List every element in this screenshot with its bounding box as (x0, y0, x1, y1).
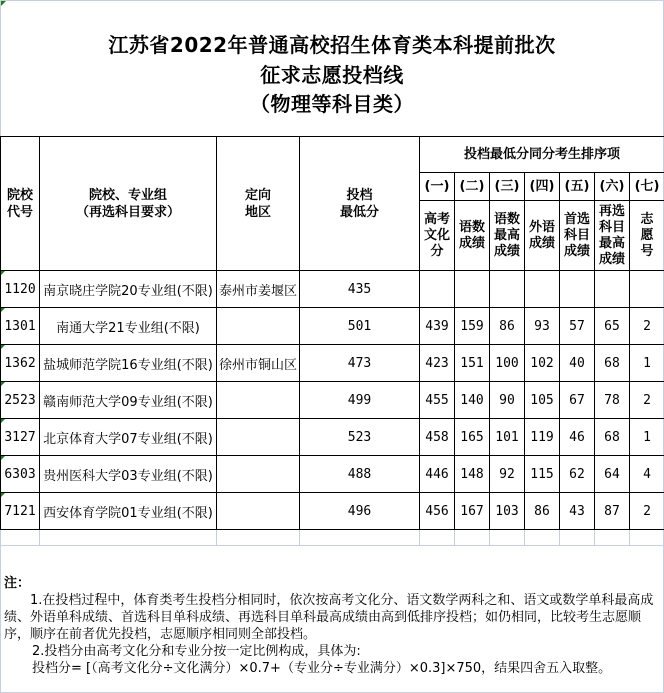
rank-1[interactable]: 455 (420, 382, 455, 419)
rank-6[interactable]: 68 (595, 419, 630, 456)
cell-marker-icon (1, 456, 5, 460)
header-rank-num-4: (四) (525, 173, 560, 201)
min-score[interactable]: 435 (300, 271, 420, 308)
table-row (1, 382, 664, 419)
header-rank-chinese-math-max: 语数 最高 成绩 (490, 201, 525, 271)
rank-3[interactable]: 101 (490, 419, 525, 456)
rank-6[interactable]: 87 (595, 493, 630, 530)
rank-4[interactable]: 86 (525, 493, 560, 530)
rank-2[interactable]: 140 (455, 382, 490, 419)
min-score[interactable]: 499 (300, 382, 420, 419)
table-row (1, 419, 664, 456)
header-rank-num-7: (七) (630, 173, 664, 201)
cell-marker-icon (1, 345, 5, 349)
rank-6[interactable]: 65 (595, 308, 630, 345)
rank-6[interactable]: 68 (595, 345, 630, 382)
notes-label: 注： (4, 576, 31, 591)
rank-1[interactable]: 439 (420, 308, 455, 345)
empty-cell[interactable] (490, 530, 525, 546)
empty-cell[interactable] (455, 530, 490, 546)
rank-1[interactable] (420, 271, 455, 308)
empty-cell[interactable] (595, 530, 630, 546)
rank-7[interactable]: 2 (630, 493, 664, 530)
rank-2[interactable]: 165 (455, 419, 490, 456)
rank-7[interactable]: 2 (630, 308, 664, 345)
header-name: 院校、专业组 （再选科目要求） (40, 137, 217, 271)
school-group[interactable]: 北京体育大学07专业组(不限) (40, 419, 217, 456)
school-code[interactable]: 1362 (1, 345, 40, 382)
school-group[interactable]: 盐城师范学院16专业组(不限) (40, 345, 217, 382)
school-group[interactable]: 贵州医科大学03专业组(不限) (40, 456, 217, 493)
rank-5[interactable]: 67 (560, 382, 595, 419)
rank-7[interactable]: 1 (630, 419, 664, 456)
header-code: 院校 代号 (1, 137, 40, 271)
empty-cell[interactable] (40, 530, 217, 546)
rank-2[interactable] (455, 271, 490, 308)
header-ranking-group: 投档最低分同分考生排序项 (420, 137, 664, 173)
empty-cell[interactable] (525, 530, 560, 546)
empty-row (1, 530, 664, 546)
header-rank-num-2: (二) (455, 173, 490, 201)
page-subtitle: 征求志愿投档线 (260, 63, 404, 87)
rank-4[interactable]: 102 (525, 345, 560, 382)
cell-marker-icon (1, 1, 6, 6)
page-title: 江苏省2022年普通高校招生体育类本科提前批次 (108, 33, 556, 57)
header-region: 定向 地区 (217, 137, 300, 271)
rank-5[interactable] (560, 271, 595, 308)
rank-3[interactable] (490, 271, 525, 308)
rank-7[interactable]: 2 (630, 382, 664, 419)
cell-marker-icon (1, 493, 5, 497)
header-rank-chinese-math: 语数 成绩 (455, 201, 490, 271)
header-min-score: 投档 最低分 (300, 137, 420, 271)
min-score[interactable]: 473 (300, 345, 420, 382)
rank-3[interactable]: 90 (490, 382, 525, 419)
school-group[interactable]: 西安体育学院01专业组(不限) (40, 493, 217, 530)
min-score[interactable]: 488 (300, 456, 420, 493)
rank-2[interactable]: 167 (455, 493, 490, 530)
rank-1[interactable]: 423 (420, 345, 455, 382)
target-region[interactable] (217, 493, 300, 530)
rank-1[interactable]: 446 (420, 456, 455, 493)
empty-cell[interactable] (420, 530, 455, 546)
page-category: （物理等科目类） (250, 92, 414, 116)
rank-5[interactable]: 40 (560, 345, 595, 382)
table-row (1, 345, 664, 382)
table-row (1, 493, 664, 530)
rank-6[interactable]: 78 (595, 382, 630, 419)
cell-marker-icon (1, 419, 5, 423)
empty-cell[interactable] (300, 530, 420, 546)
header-rank-culture-score: 高考 文化 分 (420, 201, 455, 271)
rank-1[interactable]: 458 (420, 419, 455, 456)
school-code[interactable]: 7121 (1, 493, 40, 530)
cell-marker-icon (1, 271, 5, 275)
note-2: 2.投档分由高考文化分和专业分按一定比例构成，具体为: (32, 644, 361, 659)
rank-4[interactable]: 105 (525, 382, 560, 419)
header-rank-num-1: (一) (420, 173, 455, 201)
note-1: 1.在投档过程中，体育类考生投档分相同时，依次按高考文化分、语文数学两科之和、语文或数学单科最高成绩、外语单科成绩、首选科目单科成绩、再选科目单科最高成绩由高到低排序投档；如仍相同，比较考生志愿顺序，顺序在前者优先投档，志愿顺序相同则全部投档。 (4, 593, 654, 642)
cell-marker-icon (1, 382, 5, 386)
school-code[interactable]: 1301 (1, 308, 40, 345)
note-formula: 投档分= [（高考文化分÷文化满分）×0.7+（专业分÷专业满分）×0.3]×750，结果四舍五入取整。 (32, 661, 612, 676)
min-score[interactable]: 501 (300, 308, 420, 345)
cell-marker-icon (1, 308, 5, 312)
rank-7[interactable] (630, 271, 664, 308)
rank-2[interactable]: 159 (455, 308, 490, 345)
header-rank-num-6: (六) (595, 173, 630, 201)
rank-5[interactable]: 62 (560, 456, 595, 493)
header-rank-num-3: (三) (490, 173, 525, 201)
rank-2[interactable]: 151 (455, 345, 490, 382)
rank-7[interactable]: 1 (630, 345, 664, 382)
rank-5[interactable]: 46 (560, 419, 595, 456)
target-region[interactable] (217, 456, 300, 493)
rank-4[interactable]: 93 (525, 308, 560, 345)
empty-cell[interactable] (1, 530, 40, 546)
table-row (1, 271, 664, 308)
header-rank-num-5: (五) (560, 173, 595, 201)
rank-7[interactable]: 4 (630, 456, 664, 493)
table-row (1, 308, 664, 345)
rank-1[interactable]: 456 (420, 493, 455, 530)
target-region[interactable]: 徐州市铜山区 (217, 345, 300, 382)
header-rank-second-subject-max: 再选 科目 最高 成绩 (595, 201, 630, 271)
target-region[interactable] (217, 382, 300, 419)
rank-3[interactable]: 103 (490, 493, 525, 530)
rank-5[interactable]: 57 (560, 308, 595, 345)
notes-section (4, 575, 660, 677)
school-group[interactable]: 南京晓庄学院20专业组(不限) (40, 271, 217, 308)
min-score[interactable]: 523 (300, 419, 420, 456)
target-region[interactable] (217, 308, 300, 345)
rank-4[interactable]: 119 (525, 419, 560, 456)
rank-3[interactable]: 92 (490, 456, 525, 493)
header-rank-preference-number: 志 愿 号 (630, 201, 664, 271)
admission-table (0, 136, 664, 546)
rank-6[interactable] (595, 271, 630, 308)
rank-3[interactable]: 86 (490, 308, 525, 345)
target-region[interactable] (217, 419, 300, 456)
rank-4[interactable] (525, 271, 560, 308)
school-group[interactable]: 南通大学21专业组(不限) (40, 308, 217, 345)
empty-cell[interactable] (217, 530, 300, 546)
rank-5[interactable]: 43 (560, 493, 595, 530)
min-score[interactable]: 496 (300, 493, 420, 530)
rank-2[interactable]: 148 (455, 456, 490, 493)
target-region[interactable]: 泰州市姜堰区 (217, 271, 300, 308)
rank-3[interactable]: 100 (490, 345, 525, 382)
school-group[interactable]: 赣南师范大学09专业组(不限) (40, 382, 217, 419)
school-code[interactable]: 6303 (1, 456, 40, 493)
empty-cell[interactable] (560, 530, 595, 546)
rank-6[interactable]: 64 (595, 456, 630, 493)
school-code[interactable]: 2523 (1, 382, 40, 419)
header-rank-first-subject: 首选 科目 成绩 (560, 201, 595, 271)
school-code[interactable]: 3127 (1, 419, 40, 456)
table-row (1, 456, 664, 493)
empty-cell[interactable] (630, 530, 664, 546)
rank-4[interactable]: 115 (525, 456, 560, 493)
header-rank-foreign-language: 外语 成绩 (525, 201, 560, 271)
school-code[interactable]: 1120 (1, 271, 40, 308)
